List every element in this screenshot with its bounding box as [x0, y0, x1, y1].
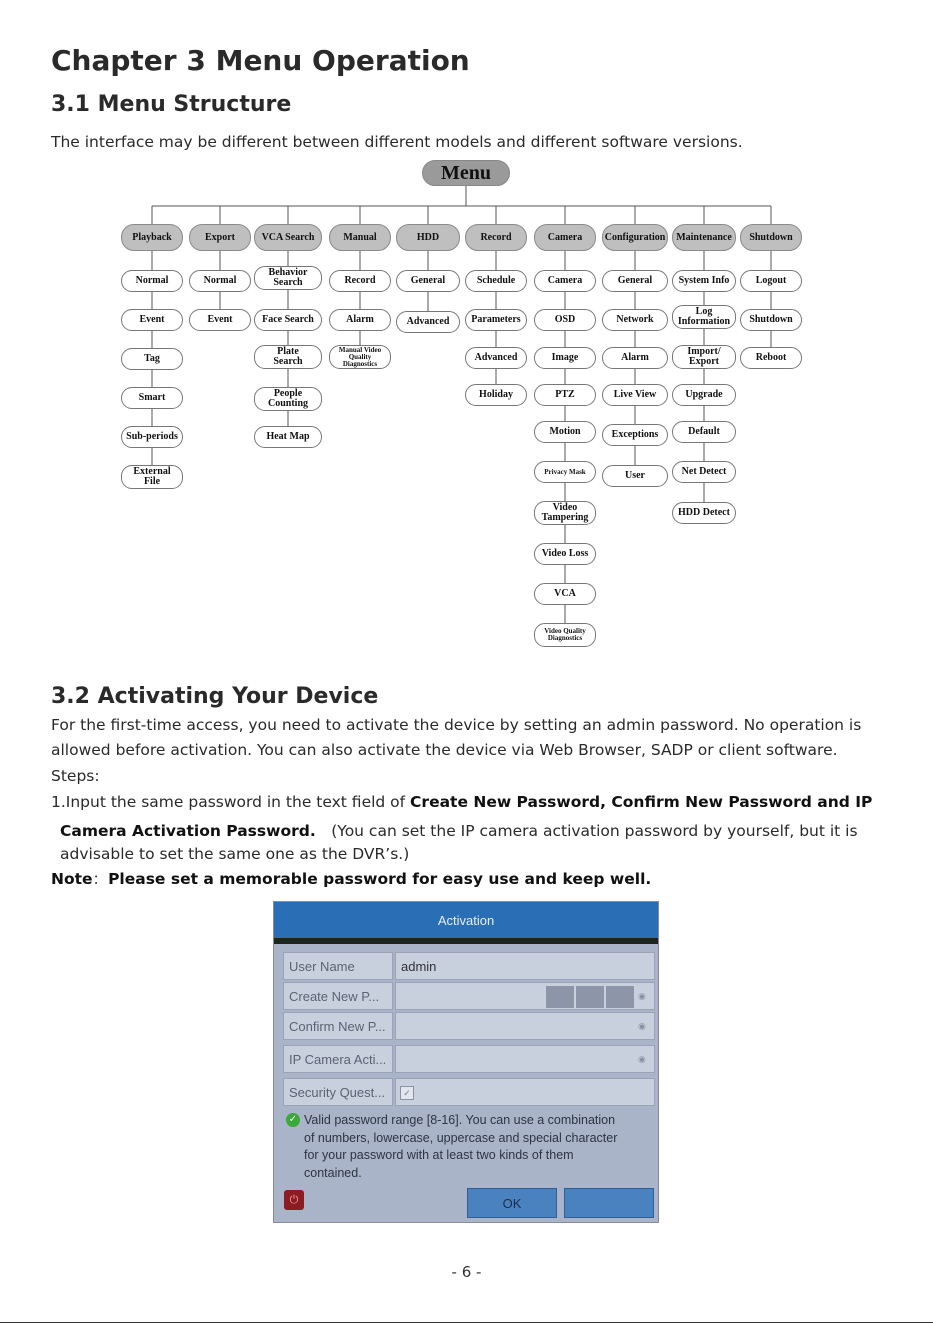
- menu-item-tag: Tag: [121, 348, 183, 370]
- step-1-line-2: [60, 819, 858, 841]
- ip-camera-password-row: [283, 1045, 655, 1073]
- menu-camera: Camera: [534, 224, 596, 251]
- menu-item-shutdown: Shutdown: [740, 309, 802, 331]
- eye-icon[interactable]: ◉: [638, 1021, 646, 1031]
- section-intro: The interface may be different between different models and different software versions.: [51, 133, 743, 151]
- password-hint: [286, 1112, 646, 1182]
- menu-item-import-export: Import/ Export: [672, 345, 736, 369]
- menu-item-event: Event: [121, 309, 183, 331]
- menu-item-general: General: [396, 270, 460, 292]
- note-text: Please set a memorable password for easy use and keep well.: [108, 870, 652, 888]
- menu-item-default: Default: [672, 421, 736, 443]
- step-1-line-3: advisable to set the same one as the DVR’s.): [60, 845, 410, 863]
- menu-maintenance: Maintenance: [672, 224, 736, 251]
- menu-item-osd: OSD: [534, 309, 596, 331]
- menu-item-event: Event: [189, 309, 251, 331]
- ip-camera-password-label: IP Camera Acti...: [283, 1045, 393, 1073]
- menu-item-face-search: Face Search: [254, 309, 322, 331]
- step-1-prefix: 1.Input the same password in the text field of: [51, 793, 411, 811]
- menu-item-alarm: Alarm: [602, 347, 668, 369]
- menu-manual: Manual: [329, 224, 391, 251]
- menu-item-ptz: PTZ: [534, 384, 596, 406]
- activation-dialog: [273, 901, 659, 1223]
- step-1-bold-field-2: Camera Activation Password.: [60, 822, 316, 840]
- menu-item-parameters: Parameters: [465, 309, 527, 331]
- menu-item-log-information: Log Information: [672, 305, 736, 329]
- menu-item-system-info: System Info: [672, 270, 736, 292]
- menu-structure-diagram: [0, 0, 933, 660]
- menu-item-net-detect: Net Detect: [672, 461, 736, 483]
- checkbox-icon[interactable]: ✓: [400, 1086, 414, 1100]
- menu-root: Menu: [422, 160, 510, 186]
- menu-item-advanced: Advanced: [396, 311, 460, 333]
- footer-rule: [0, 1322, 933, 1323]
- cancel-button[interactable]: Cancel: [564, 1188, 654, 1218]
- step-1-line-1: [51, 793, 872, 811]
- password-hint-text: Valid password range [8-16]. You can use a combination of numbers, lowercase, uppercase and special character for your password with at least two kinds of them contained.: [304, 1113, 618, 1180]
- menu-item-external-file: External File: [121, 465, 183, 489]
- step-1-bold-fields: Create New Password, Confirm New Password and IP: [410, 793, 873, 811]
- menu-export: Export: [189, 224, 251, 251]
- check-circle-icon: ✓: [286, 1113, 300, 1127]
- menu-item-image: Image: [534, 347, 596, 369]
- paragraph-line-1: For the first-time access, you need to activate the device by setting an admin password. No operation is: [51, 716, 862, 734]
- ok-button[interactable]: OK: [467, 1188, 557, 1218]
- menu-item-video-loss: Video Loss: [534, 543, 596, 565]
- eye-icon[interactable]: ◉: [638, 991, 646, 1001]
- menu-hdd: HDD: [396, 224, 460, 251]
- power-icon[interactable]: ⏻: [284, 1190, 304, 1210]
- chapter-title: Chapter 3 Menu Operation: [51, 44, 470, 77]
- menu-item-people-counting: People Counting: [254, 387, 322, 411]
- menu-item-plate-search: Plate Search: [254, 345, 322, 369]
- menu-item-video-quality-diagnostics: Video Quality Diagnostics: [534, 623, 596, 647]
- menu-item-sub-periods: Sub-periods: [121, 426, 183, 448]
- menu-vca-search: VCA Search: [254, 224, 322, 251]
- confirm-password-label: Confirm New P...: [283, 1012, 393, 1040]
- menu-item-logout: Logout: [740, 270, 802, 292]
- menu-item-manual-video-quality-diagnostics: Manual Video Quality Diagnostics: [329, 345, 391, 369]
- menu-item-general: General: [602, 270, 668, 292]
- menu-item-behavior-search: Behavior Search: [254, 266, 322, 290]
- menu-item-user: User: [602, 465, 668, 487]
- menu-item-privacy-mask: Privacy Mask: [534, 461, 596, 483]
- menu-item-holiday: Holiday: [465, 384, 527, 406]
- menu-item-heat-map: Heat Map: [254, 426, 322, 448]
- dialog-title: Activation: [274, 902, 658, 938]
- menu-item-record: Record: [329, 270, 391, 292]
- steps-label: Steps:: [51, 767, 100, 785]
- menu-item-video-tampering: Video Tampering: [534, 501, 596, 525]
- eye-icon[interactable]: ◉: [638, 1054, 646, 1064]
- note: [51, 867, 651, 889]
- menu-item-upgrade: Upgrade: [672, 384, 736, 406]
- menu-shutdown: Shutdown: [740, 224, 802, 251]
- user-name-field[interactable]: admin: [395, 952, 655, 980]
- security-question-label: Security Quest...: [283, 1078, 393, 1106]
- create-password-label: Create New P...: [283, 982, 393, 1010]
- menu-record: Record: [465, 224, 527, 251]
- create-password-row: [283, 982, 655, 1010]
- menu-item-smart: Smart: [121, 387, 183, 409]
- menu-item-live-view: Live View: [602, 384, 668, 406]
- menu-item-normal: Normal: [121, 270, 183, 292]
- section-title-activating: 3.2 Activating Your Device: [51, 684, 379, 709]
- page-number: - 6 -: [451, 1263, 482, 1281]
- password-strength-indicator: [546, 986, 634, 1008]
- note-label: Note: [51, 870, 93, 888]
- menu-item-motion: Motion: [534, 421, 596, 443]
- confirm-password-row: [283, 1012, 655, 1040]
- menu-item-normal: Normal: [189, 270, 251, 292]
- user-name-row: [283, 952, 655, 980]
- menu-playback: Playback: [121, 224, 183, 251]
- section-title-menu-structure: 3.1 Menu Structure: [51, 92, 292, 117]
- security-question-row: [283, 1078, 655, 1106]
- menu-configuration: Configuration: [602, 224, 668, 251]
- step-1-suffix: (You can set the IP camera activation password by yourself, but it is: [315, 822, 858, 840]
- user-name-label: User Name: [283, 952, 393, 980]
- menu-item-camera: Camera: [534, 270, 596, 292]
- security-question-field: [395, 1078, 655, 1106]
- menu-item-network: Network: [602, 309, 668, 331]
- confirm-password-field[interactable]: [395, 1012, 655, 1040]
- note-colon: ：: [92, 870, 109, 888]
- menu-item-reboot: Reboot: [740, 347, 802, 369]
- menu-item-exceptions: Exceptions: [602, 424, 668, 446]
- paragraph-line-2: allowed before activation. You can also activate the device via Web Browser, SADP or client software.: [51, 741, 838, 759]
- menu-item-hdd-detect: HDD Detect: [672, 502, 736, 524]
- create-password-field[interactable]: [395, 982, 655, 1010]
- menu-item-vca: VCA: [534, 583, 596, 605]
- menu-item-advanced: Advanced: [465, 347, 527, 369]
- menu-item-schedule: Schedule: [465, 270, 527, 292]
- ip-camera-password-field[interactable]: [395, 1045, 655, 1073]
- menu-item-alarm: Alarm: [329, 309, 391, 331]
